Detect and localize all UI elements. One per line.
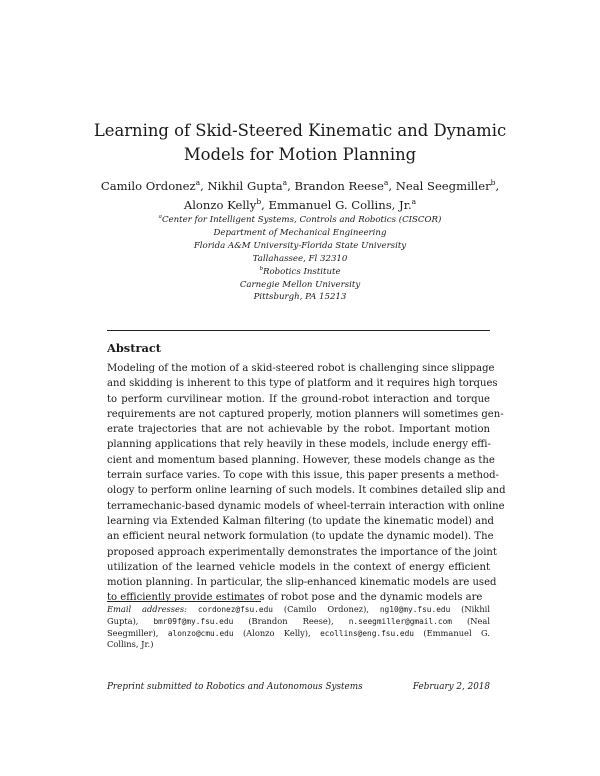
email-address: n.seegmiller@gmail.com	[348, 616, 452, 626]
author-separator: ,	[287, 179, 295, 193]
author-line-1	[60, 177, 540, 196]
author-list	[60, 177, 540, 215]
affiliation-text: Robotics Institute	[263, 266, 341, 277]
title-line-1: Learning of Skid-Steered Kinematic and Dynamic	[93, 121, 507, 140]
footnote-line	[107, 628, 490, 640]
affiliation-line: Department of Mechanical Engineering	[213, 227, 387, 238]
author-name: Nikhil Gupta	[207, 179, 283, 193]
abstract-line: planning applications that rely heavily in these models, include energy effi-	[107, 439, 491, 451]
email-address: ng10@my.fsu.edu	[379, 605, 451, 614]
author-name: Alonzo Kelly	[183, 198, 257, 212]
footnote-label: Email addresses:	[107, 604, 187, 614]
footnote-line: Collins, Jr.)	[107, 639, 154, 650]
email-owner: (Alonzo Kelly),	[242, 627, 321, 638]
email-owner: (Camilo Ordonez),	[283, 604, 380, 614]
abstract-line: ology to perform online learning of such models. It combines detailed slip and	[107, 485, 506, 497]
abstract-line: to perform curvilinear motion. If the ground-robot interaction and torque	[107, 393, 490, 405]
abstract-line: motion planning. In particular, the slip-enhanced kinematic models are used	[107, 577, 497, 589]
affiliation-line	[60, 266, 540, 279]
author-separator: ,	[200, 179, 208, 193]
affiliation-line: Pittsburgh, PA 15213	[253, 292, 347, 303]
abstract-line: terrain surface varies. To cope with this issue, this paper presents a method-	[107, 470, 499, 482]
email-owner: (Nikhil	[461, 604, 490, 614]
title-line-2: Models for Motion Planning	[183, 145, 417, 164]
email-owner: Gupta),	[107, 615, 154, 626]
abstract-line: to efficiently provide estimates of robot pose and the dynamic models are	[107, 592, 483, 604]
affiliation-line	[60, 214, 540, 227]
paper-title	[60, 119, 540, 167]
email-owner: Seegmiller),	[107, 627, 168, 638]
email-owner: (Brandon Reese),	[248, 615, 349, 626]
author-line-2	[60, 196, 540, 215]
author-separator: ,	[261, 198, 269, 212]
abstract-line: an efficient neural network formulation (to update the dynamic model). The	[107, 531, 494, 543]
author-name: Emmanuel G. Collins, Jr.	[268, 198, 412, 212]
author-affil-mark: a	[282, 178, 288, 188]
affil-mark: a	[158, 214, 162, 221]
author-affil-mark: a	[195, 178, 201, 188]
author-name: Neal Seegmiller	[395, 179, 491, 193]
footnote-rule	[107, 601, 261, 602]
email-owner: (Neal	[467, 615, 491, 626]
author-affil-mark: a	[383, 178, 389, 188]
footer-date: February 2, 2018	[412, 682, 490, 692]
abstract-line: learning via Extended Kalman filtering (to update the kinematic model) and	[107, 515, 494, 527]
author-name: Brandon Reese	[294, 179, 384, 193]
author-affil-mark: b	[490, 178, 496, 188]
abstract-line: utilization of the learned vehicle models in the context of energy efficient	[107, 561, 490, 573]
author-affil-mark: b	[256, 197, 262, 207]
email-address: alonzo@cmu.edu	[167, 628, 234, 638]
abstract-line: and skidding is inherent to this type of platform and it requires high torques	[107, 378, 498, 390]
footnote-line	[107, 616, 490, 628]
affiliation-line: Tallahassee, Fl 32310	[252, 253, 348, 264]
author-separator: ,	[388, 179, 396, 193]
abstract-line: requirements are not captured properly, motion planners will sometimes gen-	[107, 408, 504, 420]
footnote-line	[107, 604, 490, 616]
abstract-heading: Abstract	[107, 341, 162, 355]
abstract-line: cient and momentum based planning. However, these models change as the	[107, 454, 495, 466]
affil-mark: b	[259, 265, 264, 272]
email-address: bmr09f@my.fsu.edu	[153, 616, 234, 626]
email-address: ecollins@eng.fsu.edu	[320, 628, 414, 638]
abstract-line: erate trajectories that are not achievable by the robot. Important motion	[107, 424, 490, 436]
footnote-emails	[107, 604, 490, 651]
author-separator: ,	[495, 179, 500, 193]
affiliation-block	[60, 214, 540, 304]
abstract-line: Modeling of the motion of a skid-steered robot is challenging since slippage	[107, 363, 495, 374]
author-name: Camilo Ordonez	[100, 179, 196, 193]
email-address: cordonez@fsu.edu	[197, 605, 273, 614]
abstract-top-rule	[107, 330, 490, 331]
author-affil-mark: a	[411, 197, 417, 207]
preprint-note: Preprint submitted to Robotics and Autonomous Systems	[107, 682, 363, 692]
affiliation-line: Carnegie Mellon University	[239, 279, 361, 290]
affiliation-text: Center for Intelligent Systems, Controls and Robotics (CISCOR)	[161, 215, 442, 225]
affiliation-line: Florida A&M University-Florida State University	[193, 240, 407, 251]
email-owner: (Emmanuel G.	[423, 627, 490, 638]
abstract-body	[107, 361, 506, 606]
abstract-line: proposed approach experimentally demonstrates the importance of the joint	[107, 546, 497, 558]
abstract-line: terramechanic-based dynamic models of wheel-terrain interaction with online	[107, 500, 505, 512]
